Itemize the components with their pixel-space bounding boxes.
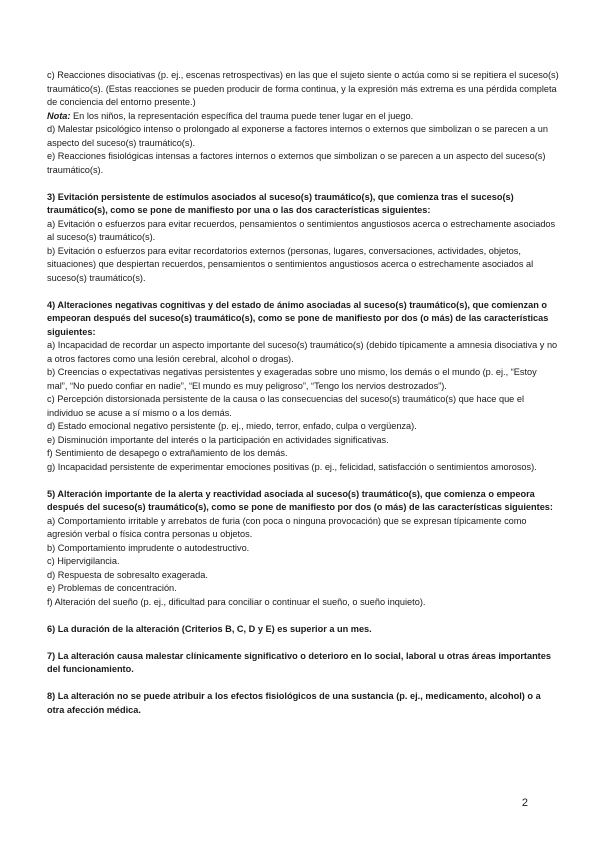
paragraph-d-psychological-distress: d) Malestar psicológico intenso o prolongado al exponerse a factores internos o externos que simbolizan o se parecen a un aspecto del suceso(s) traumático(s). (47, 124, 549, 148)
criterion-4-item-e: e) Disminución importante del interés o la participación en actividades significativas. (47, 434, 389, 445)
criterion-5-item-b: b) Comportamiento imprudente o autodestructivo. (47, 542, 250, 553)
criterion-5-item-c: c) Hipervigilancia. (47, 556, 120, 566)
criterion-5-item-e: e) Problemas de concentración. (47, 583, 177, 593)
note-label: Nota: (47, 110, 71, 121)
criterion-6: 6) La duración de la alteración (Criterios B, C, D y E) es superior a un mes. (47, 623, 372, 634)
criterion-3-item-a: a) Evitación o esfuerzos para evitar recuerdos, pensamientos o sentimientos angustiosos acerca o estrechamente asociados al suceso(s) traumático(s). (47, 218, 556, 242)
note-paragraph (47, 110, 559, 124)
criterion-5-item-a: a) Comportamiento irritable y arrebatos de furia (con poca o ninguna provocación) que se expresan típicamente como agresión verbal o física contra personas u objetos. (47, 515, 527, 539)
paragraph-c-dissociative-reactions: c) Reacciones disociativas (p. ej., escenas retrospectivas) en las que el sujeto siente o actúa como si se repitiera el suceso(s) traumático(s). (Estas reacciones se pueden producir de forma continua, y la expresión más extrema es una pérdida completa de conciencia del entorno presente.) (47, 70, 559, 107)
document-body (47, 69, 559, 717)
spacer (47, 285, 559, 299)
criterion-3-heading: 3) Evitación persistente de estímulos asociados al suceso(s) traumático(s), que comienza tras el suceso(s) traumático(s), como se pone de manifiesto por una o las dos características siguientes: (47, 191, 514, 215)
note-text: En los niños, la representación específica del trauma puede tener lugar en el juego. (70, 110, 414, 121)
criterion-7: 7) La alteración causa malestar clínicamente significativo o deterioro en lo social, laboral u otras áreas importantes del funcionamiento. (47, 650, 551, 674)
spacer (47, 177, 559, 191)
spacer (47, 636, 559, 650)
criterion-5-item-d: d) Respuesta de sobresalto exagerada. (47, 569, 208, 580)
criterion-4-heading: 4) Alteraciones negativas cognitivas y del estado de ánimo asociadas al suceso(s) traumático(s), que comienzan o empeoran después del suceso(s) traumático(s), como se pone de manifiesto por dos (o más) de las características siguientes: (47, 299, 549, 337)
criterion-5-heading: 5) Alteración importante de la alerta y reactividad asociada al suceso(s) traumático(s), que comienza o empeora después del suceso(s) traumático(s), como se pone de manifiesto por dos (o más) de las características siguientes: (47, 488, 553, 512)
spacer (47, 609, 559, 623)
criterion-4-item-g: g) Incapacidad persistente de experimentar emociones positivas (p. ej., felicidad, satisfacción o sentimientos amorosos). (47, 461, 537, 472)
criterion-4-item-a: a) Incapacidad de recordar un aspecto importante del suceso(s) traumático(s) (debido típicamente a amnesia disociativa y no a otros factores como una lesión cerebral, alcohol o drogas). (47, 340, 558, 364)
criterion-4-item-f: f) Sentimiento de desapego o extrañamiento de los demás. (47, 448, 288, 458)
criterion-8: 8) La alteración no se puede atribuir a los efectos fisiológicos de una sustancia (p. ej., medicamento, alcohol) o a otra afección médica. (47, 691, 541, 715)
page-number: 2 (521, 797, 528, 809)
criterion-5-item-f: f) Alteración del sueño (p. ej., dificultad para conciliar o continuar el sueño, o sueño inquieto). (47, 596, 426, 607)
criterion-3-item-b: b) Evitación o esfuerzos para evitar recordatorios externos (personas, lugares, conversaciones, actividades, objetos, situaciones) que despiertan recuerdos, pensamientos o sentimientos angustiosos acerca o estrechamente asociados al suceso(s) traumático(s). (47, 245, 534, 283)
criterion-4-item-c: c) Percepción distorsionada persistente de la causa o las consecuencias del suceso(s) traumático(s) que hace que el individuo se acuse a sí mismo o a los demás. (47, 394, 524, 418)
criterion-4-item-d: d) Estado emocional negativo persistente (p. ej., miedo, terror, enfado, culpa o vergüenza). (47, 421, 417, 431)
criterion-4-item-b: b) Creencias o expectativas negativas persistentes y exageradas sobre uno mismo, los demás o el mundo (p. ej., “Estoy mal”, “No puedo confiar en nadie”, “El mundo es muy peligroso”, “Tengo los nervios destrozados”). (47, 367, 537, 391)
spacer (47, 474, 559, 488)
spacer (47, 677, 559, 691)
paragraph-e-physiological-reactions: e) Reacciones fisiológicas intensas a factores internos o externos que simbolizan o se parecen a un aspecto del suceso(s) traumático(s). (47, 151, 546, 175)
